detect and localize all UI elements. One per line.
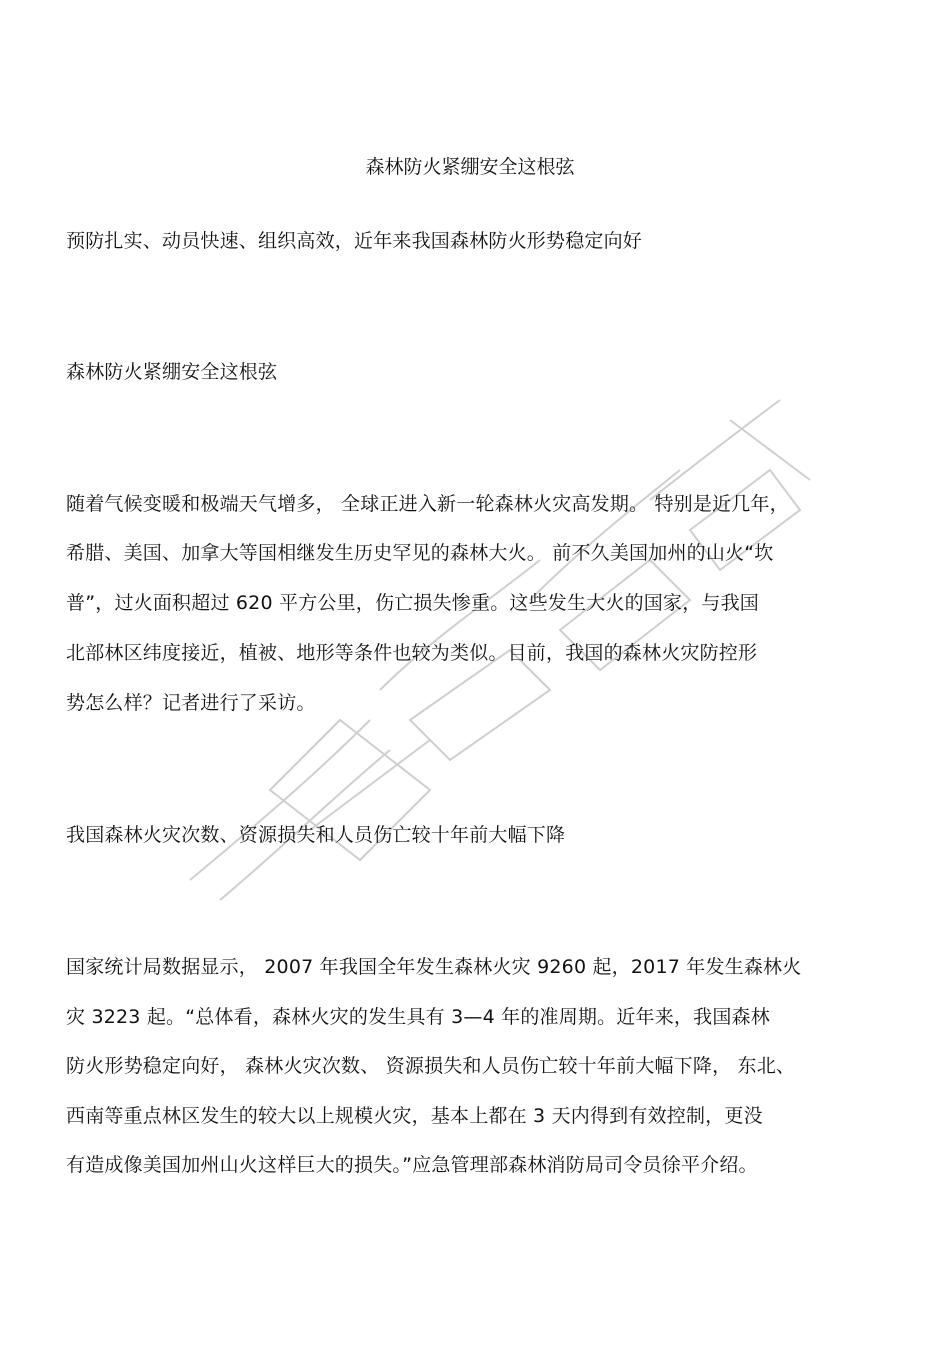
paragraph-1-line: 希腊、美国、加拿大等国相继发生历史罕见的森林大火。 前不久美国加州的山火“坎: [66, 542, 774, 564]
paragraph-2-line: 有造成像美国加州山火这样巨大的损失。”应急管理部森林消防局司令员徐平介绍。: [66, 1154, 758, 1176]
paragraph-1-line: 普”，过火面积超过 620 平方公里，伤亡损失惨重。这些发生大火的国家，与我国: [66, 592, 759, 614]
paragraph-2-line: 西南等重点林区发生的较大以上规模火灾，基本上都在 3 天内得到有效控制，更没: [66, 1105, 763, 1127]
document-subtitle: 预防扎实、动员快速、组织高效，近年来我国森林防火形势稳定向好: [66, 230, 643, 252]
paragraph-1-line: 北部林区纬度接近，植被、地形等条件也较为类似。目前，我国的森林火灾防控形: [66, 642, 758, 664]
section-heading: 我国森林火灾次数、资源损失和人员伤亡较十年前大幅下降: [66, 824, 566, 846]
paragraph-2-line: 国家统计局数据显示， 2007 年我国全年发生森林火灾 9260 起，2017 年发生森林火: [66, 956, 802, 978]
document-title: 森林防火紧绷安全这根弦: [365, 156, 575, 178]
repeated-heading: 森林防火紧绷安全这根弦: [66, 361, 278, 383]
paragraph-1-line: 势怎么样？记者进行了采访。: [66, 692, 316, 714]
paragraph-1-line: 随着气候变暖和极端天气增多， 全球正进入新一轮森林火灾高发期。 特别是近几年，: [66, 493, 789, 515]
paragraph-2-line: 灾 3223 起。“总体看，森林火灾的发生具有 3—4 年的准周期。近年来，我国森林: [66, 1006, 770, 1028]
paragraph-2-line: 防火形势稳定向好， 森林火灾次数、 资源损失和人员伤亡较十年前大幅下降， 东北、: [66, 1055, 796, 1077]
